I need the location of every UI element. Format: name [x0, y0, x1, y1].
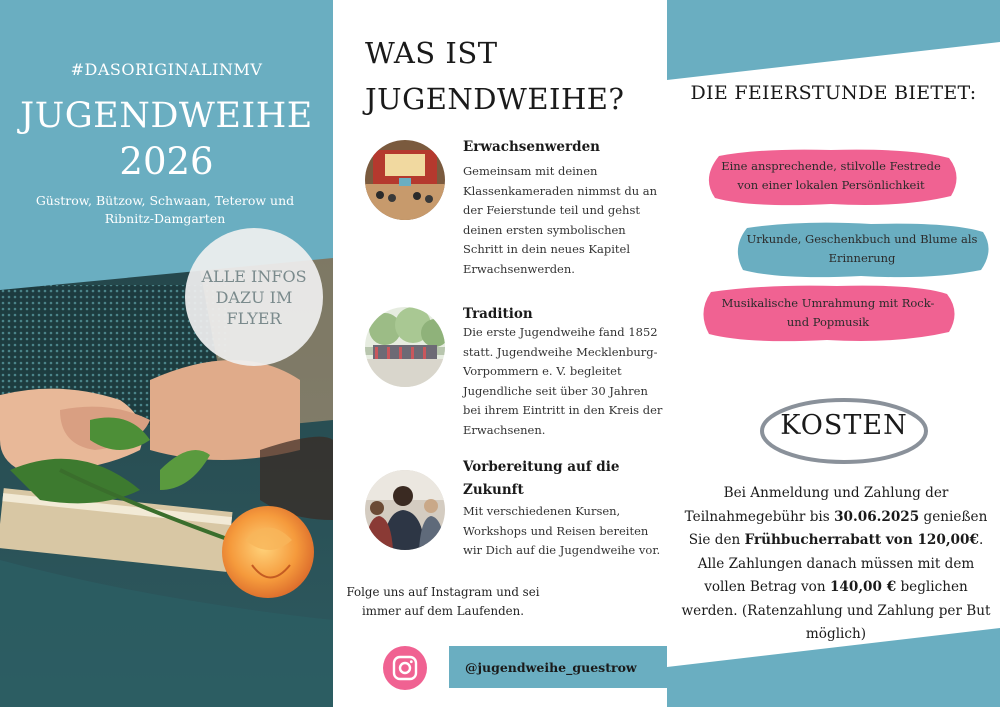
section-title-line-1: WAS IST	[365, 36, 498, 70]
follow-line: immer auf dem Laufenden.	[361, 604, 525, 618]
section-title-line-2: JUGENDWEIHE?	[365, 82, 625, 116]
feature-text	[463, 502, 663, 561]
offer-musik	[697, 282, 959, 344]
cost-line: Bei Anmeldung und Zahlung der	[723, 485, 949, 501]
kosten-badge	[758, 396, 930, 466]
cost-text-part: Sie den	[688, 532, 745, 548]
info-line-2: DAZU IM	[215, 287, 293, 307]
text-line: Klassenkameraden nimmst du an	[463, 183, 658, 198]
info-line-3: FLYER	[226, 308, 282, 328]
text-line: der Feierstunde teil und gehst	[463, 203, 640, 217]
text-line: deinen ersten symbolischen	[463, 222, 626, 237]
text-line: statt. Jugendweihe Mecklenburg-	[463, 344, 658, 359]
text-line: Workshops und Reisen bereiten	[463, 523, 649, 538]
cost-line	[677, 506, 995, 530]
cost-line	[677, 529, 995, 553]
cost-line	[677, 576, 995, 600]
instagram-icon[interactable]	[383, 646, 427, 690]
cover-year: 2026	[119, 140, 214, 183]
offer-line: Erinnerung	[828, 251, 896, 265]
text-line: Mit verschiedenen Kursen,	[463, 504, 621, 518]
heading-line: Zukunft	[463, 482, 524, 498]
text-line: Schritt in dein neues Kapitel	[463, 242, 631, 256]
follow-line: Folge uns auf Instagram und sei	[346, 585, 540, 599]
info-circle	[185, 228, 323, 366]
kosten-label: KOSTEN	[780, 410, 908, 441]
full-price: 140,00 €	[829, 579, 897, 595]
offer-urkunde	[731, 220, 993, 280]
text-line: Jugendliche seit über 30 Jahren	[463, 383, 648, 398]
info-line-1: ALLE INFOS	[201, 266, 307, 286]
right-panel	[667, 0, 1000, 707]
feature-heading	[463, 456, 619, 502]
text-line: Erwachsenen.	[463, 422, 546, 437]
offer-festrede	[701, 146, 961, 208]
offers-title: DIE FEIERSTUNDE BIETET:	[690, 82, 977, 104]
cost-text-part: beglichen	[896, 579, 968, 595]
cost-text-part: .	[978, 532, 984, 548]
section-title	[365, 30, 624, 122]
heading-line: Vorbereitung auf die	[463, 459, 620, 475]
offer-text	[697, 282, 959, 332]
workshop-audience-photo	[365, 470, 445, 550]
text-line: Erwachsenwerden.	[463, 261, 575, 276]
middle-panel	[333, 0, 667, 707]
feature-text	[463, 323, 663, 440]
text-line: bei ihrem Eintritt in den Kreis der	[463, 403, 663, 417]
left-panel	[0, 0, 333, 707]
ceremony-hall-photo	[365, 140, 445, 220]
follow-text	[343, 583, 543, 621]
instagram-glyph-icon	[392, 655, 418, 681]
offer-line: Urkunde, Geschenkbuch und Blume als	[746, 232, 978, 246]
hashtag: #DASORIGINALINMV	[70, 60, 263, 79]
early-deadline: 30.06.2025	[834, 508, 920, 525]
offer-line: von einer lokalen Persönlichkeit	[737, 178, 925, 192]
text-line: Gemeinsam mit deinen	[463, 164, 598, 178]
text-line: Vorpommern e. V. begleitet	[463, 364, 622, 378]
cover-title: JUGENDWEIHE	[20, 96, 313, 136]
feature-heading: Tradition	[463, 306, 533, 322]
offer-line: Eine ansprechende, stilvolle Festrede	[721, 159, 941, 173]
offer-line: Musikalische Umrahmung mit Rock-	[721, 296, 935, 310]
cost-text-part: genießen	[919, 508, 988, 525]
cost-line: Alle Zahlungen danach müssen mit dem	[697, 555, 975, 572]
cost-text-part: vollen Betrag von	[704, 579, 830, 595]
text-line: wir Dich auf die Jugendweihe vor.	[463, 543, 661, 557]
cost-text-part: Teilnahmegebühr bis	[684, 508, 835, 525]
text-line: Die erste Jugendweihe fand 1852	[463, 325, 658, 339]
cover-towns: Güstrow, Bützow, Schwaan, Teterow und Ribnitz-Damgarten	[35, 193, 295, 226]
offer-text	[701, 146, 961, 195]
instagram-handle[interactable]: @jugendweihe_guestrow	[449, 646, 667, 688]
cost-line: möglich)	[805, 626, 867, 642]
early-bird-price: Frühbucherrabatt von 120,00€	[744, 532, 979, 548]
top-teal-shape	[667, 0, 1000, 90]
cost-text	[677, 482, 995, 647]
offer-line: und Popmusik	[786, 315, 870, 329]
historic-group-photo	[365, 307, 445, 387]
feature-text	[463, 162, 663, 279]
cost-line: werden. (Ratenzahlung und Zahlung per But	[681, 602, 991, 619]
feature-heading: Erwachsenwerden	[463, 139, 600, 155]
offer-text	[731, 220, 993, 268]
